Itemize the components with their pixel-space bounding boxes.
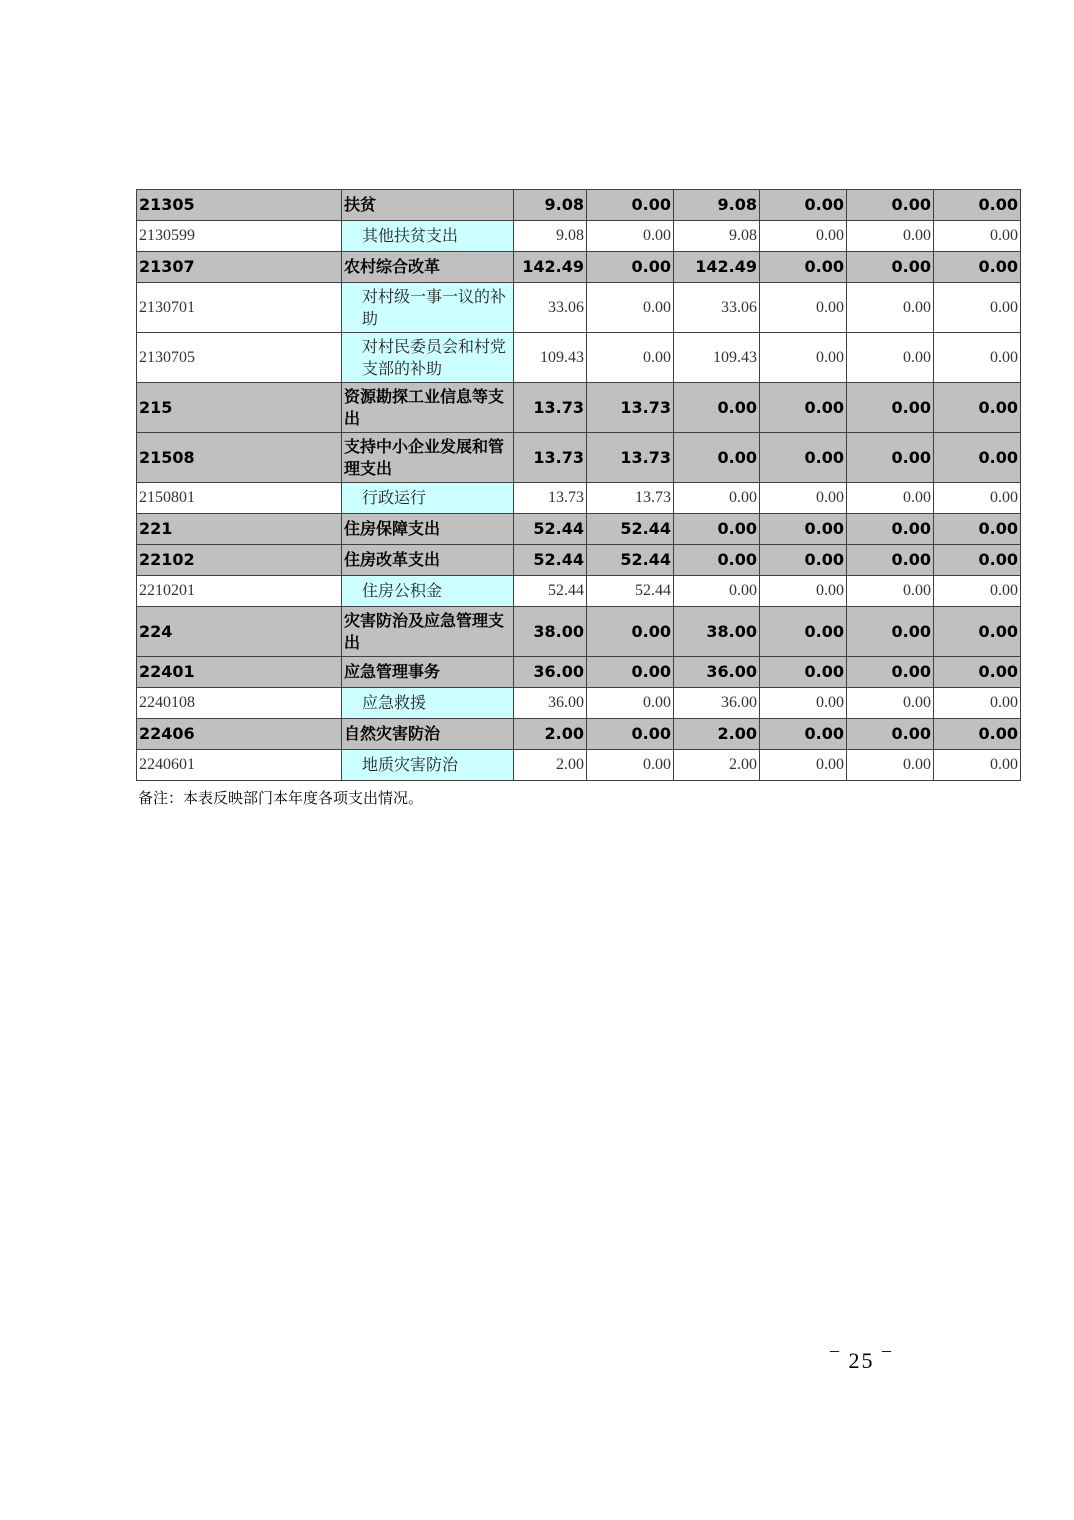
row-value-col1: 33.06 <box>514 283 587 333</box>
row-value-col5: 0.00 <box>847 750 934 781</box>
table-row <box>137 750 1021 781</box>
row-value-col6: 0.00 <box>934 433 1021 483</box>
row-value-col4: 0.00 <box>760 657 847 688</box>
row-value-col3: 0.00 <box>674 483 760 514</box>
row-value-col1: 38.00 <box>514 607 587 657</box>
row-value-col2: 0.00 <box>587 283 674 333</box>
row-value-col4: 0.00 <box>760 514 847 545</box>
row-value-col4: 0.00 <box>760 252 847 283</box>
row-value-col6: 0.00 <box>934 283 1021 333</box>
row-value-col2: 0.00 <box>587 221 674 252</box>
row-value-col2: 52.44 <box>587 576 674 607</box>
row-value-col6: 0.00 <box>934 514 1021 545</box>
row-value-col4: 0.00 <box>760 483 847 514</box>
row-value-col6: 0.00 <box>934 221 1021 252</box>
row-value-col6: 0.00 <box>934 657 1021 688</box>
row-value-col2: 13.73 <box>587 433 674 483</box>
row-value-col1: 2.00 <box>514 719 587 750</box>
row-value-col1: 52.44 <box>514 545 587 576</box>
row-value-col5: 0.00 <box>847 545 934 576</box>
row-value-col2: 0.00 <box>587 688 674 719</box>
row-value-col6: 0.00 <box>934 576 1021 607</box>
row-value-col2: 13.73 <box>587 483 674 514</box>
row-value-col5: 0.00 <box>847 688 934 719</box>
row-name: 行政运行 <box>342 483 514 514</box>
row-value-col6: 0.00 <box>934 719 1021 750</box>
row-value-col6: 0.00 <box>934 750 1021 781</box>
row-value-col6: 0.00 <box>934 383 1021 433</box>
table-row <box>137 545 1021 576</box>
table-body <box>137 190 1021 781</box>
row-value-col5: 0.00 <box>847 483 934 514</box>
table-row <box>137 333 1021 383</box>
row-code: 2240601 <box>137 750 342 781</box>
row-name: 应急管理事务 <box>342 657 514 688</box>
row-value-col3: 109.43 <box>674 333 760 383</box>
row-name: 农村综合改革 <box>342 252 514 283</box>
row-value-col3: 0.00 <box>674 576 760 607</box>
row-value-col5: 0.00 <box>847 433 934 483</box>
row-value-col3: 36.00 <box>674 688 760 719</box>
row-value-col5: 0.00 <box>847 252 934 283</box>
row-code: 21305 <box>137 190 342 221</box>
row-name: 灾害防治及应急管理支出 <box>342 607 514 657</box>
row-value-col1: 9.08 <box>514 190 587 221</box>
row-value-col6: 0.00 <box>934 333 1021 383</box>
row-code: 22406 <box>137 719 342 750</box>
row-value-col5: 0.00 <box>847 283 934 333</box>
row-code: 2130599 <box>137 221 342 252</box>
row-value-col6: 0.00 <box>934 190 1021 221</box>
row-name: 对村级一事一议的补助 <box>342 283 514 333</box>
row-code: 221 <box>137 514 342 545</box>
row-name: 对村民委员会和村党支部的补助 <box>342 333 514 383</box>
row-value-col2: 0.00 <box>587 719 674 750</box>
row-value-col2: 0.00 <box>587 657 674 688</box>
row-value-col4: 0.00 <box>760 607 847 657</box>
row-name: 地质灾害防治 <box>342 750 514 781</box>
table-row <box>137 514 1021 545</box>
row-value-col1: 142.49 <box>514 252 587 283</box>
row-value-col3: 9.08 <box>674 190 760 221</box>
row-value-col3: 0.00 <box>674 545 760 576</box>
row-value-col6: 0.00 <box>934 483 1021 514</box>
row-value-col3: 36.00 <box>674 657 760 688</box>
row-value-col3: 2.00 <box>674 750 760 781</box>
row-name: 支持中小企业发展和管理支出 <box>342 433 514 483</box>
table-row <box>137 688 1021 719</box>
row-value-col3: 0.00 <box>674 514 760 545</box>
row-value-col2: 0.00 <box>587 333 674 383</box>
row-value-col3: 0.00 <box>674 383 760 433</box>
row-value-col2: 0.00 <box>587 750 674 781</box>
row-value-col3: 38.00 <box>674 607 760 657</box>
row-value-col3: 33.06 <box>674 283 760 333</box>
row-value-col1: 2.00 <box>514 750 587 781</box>
table-row <box>137 483 1021 514</box>
row-value-col5: 0.00 <box>847 576 934 607</box>
row-value-col4: 0.00 <box>760 433 847 483</box>
table-row <box>137 190 1021 221</box>
row-value-col6: 0.00 <box>934 545 1021 576</box>
row-name: 其他扶贫支出 <box>342 221 514 252</box>
row-code: 2240108 <box>137 688 342 719</box>
table-row <box>137 607 1021 657</box>
table-row <box>137 383 1021 433</box>
row-value-col4: 0.00 <box>760 750 847 781</box>
row-value-col1: 13.73 <box>514 483 587 514</box>
row-value-col6: 0.00 <box>934 607 1021 657</box>
row-value-col1: 36.00 <box>514 688 587 719</box>
row-code: 21307 <box>137 252 342 283</box>
table-note: 备注：本表反映部门本年度各项支出情况。 <box>138 789 424 807</box>
page-dash-left: – <box>830 1340 841 1360</box>
row-value-col4: 0.00 <box>760 719 847 750</box>
row-value-col5: 0.00 <box>847 657 934 688</box>
row-code: 2130701 <box>137 283 342 333</box>
row-value-col4: 0.00 <box>760 383 847 433</box>
row-value-col4: 0.00 <box>760 221 847 252</box>
row-value-col2: 52.44 <box>587 545 674 576</box>
row-value-col2: 0.00 <box>587 190 674 221</box>
row-value-col4: 0.00 <box>760 545 847 576</box>
page-number: 25 <box>848 1348 875 1373</box>
row-value-col1: 52.44 <box>514 514 587 545</box>
table-row <box>137 283 1021 333</box>
row-value-col5: 0.00 <box>847 383 934 433</box>
row-value-col5: 0.00 <box>847 607 934 657</box>
row-value-col4: 0.00 <box>760 283 847 333</box>
row-value-col5: 0.00 <box>847 514 934 545</box>
row-value-col1: 13.73 <box>514 433 587 483</box>
row-value-col5: 0.00 <box>847 333 934 383</box>
row-value-col6: 0.00 <box>934 688 1021 719</box>
row-value-col1: 36.00 <box>514 657 587 688</box>
row-value-col3: 142.49 <box>674 252 760 283</box>
row-name: 住房保障支出 <box>342 514 514 545</box>
table-row <box>137 221 1021 252</box>
row-value-col4: 0.00 <box>760 688 847 719</box>
row-value-col3: 2.00 <box>674 719 760 750</box>
row-code: 2150801 <box>137 483 342 514</box>
row-value-col5: 0.00 <box>847 719 934 750</box>
table-row <box>137 576 1021 607</box>
row-value-col4: 0.00 <box>760 333 847 383</box>
row-code: 2210201 <box>137 576 342 607</box>
row-name: 应急救援 <box>342 688 514 719</box>
row-value-col1: 13.73 <box>514 383 587 433</box>
row-name: 自然灾害防治 <box>342 719 514 750</box>
row-value-col3: 0.00 <box>674 433 760 483</box>
page-dash-right: – <box>882 1340 893 1360</box>
row-value-col3: 9.08 <box>674 221 760 252</box>
expenditure-table <box>136 189 1021 781</box>
row-code: 21508 <box>137 433 342 483</box>
row-name: 住房改革支出 <box>342 545 514 576</box>
row-value-col1: 9.08 <box>514 221 587 252</box>
table-row <box>137 252 1021 283</box>
row-value-col5: 0.00 <box>847 190 934 221</box>
row-value-col2: 13.73 <box>587 383 674 433</box>
row-value-col2: 0.00 <box>587 607 674 657</box>
page-number-block <box>830 1340 893 1374</box>
row-value-col2: 0.00 <box>587 252 674 283</box>
row-value-col1: 109.43 <box>514 333 587 383</box>
row-value-col2: 52.44 <box>587 514 674 545</box>
row-name: 扶贫 <box>342 190 514 221</box>
row-value-col4: 0.00 <box>760 190 847 221</box>
row-value-col1: 52.44 <box>514 576 587 607</box>
table-row <box>137 657 1021 688</box>
row-code: 224 <box>137 607 342 657</box>
row-value-col4: 0.00 <box>760 576 847 607</box>
row-value-col6: 0.00 <box>934 252 1021 283</box>
row-value-col5: 0.00 <box>847 221 934 252</box>
row-name: 资源勘探工业信息等支出 <box>342 383 514 433</box>
row-code: 2130705 <box>137 333 342 383</box>
row-code: 22102 <box>137 545 342 576</box>
row-code: 215 <box>137 383 342 433</box>
row-name: 住房公积金 <box>342 576 514 607</box>
table-row <box>137 433 1021 483</box>
row-code: 22401 <box>137 657 342 688</box>
table-row <box>137 719 1021 750</box>
